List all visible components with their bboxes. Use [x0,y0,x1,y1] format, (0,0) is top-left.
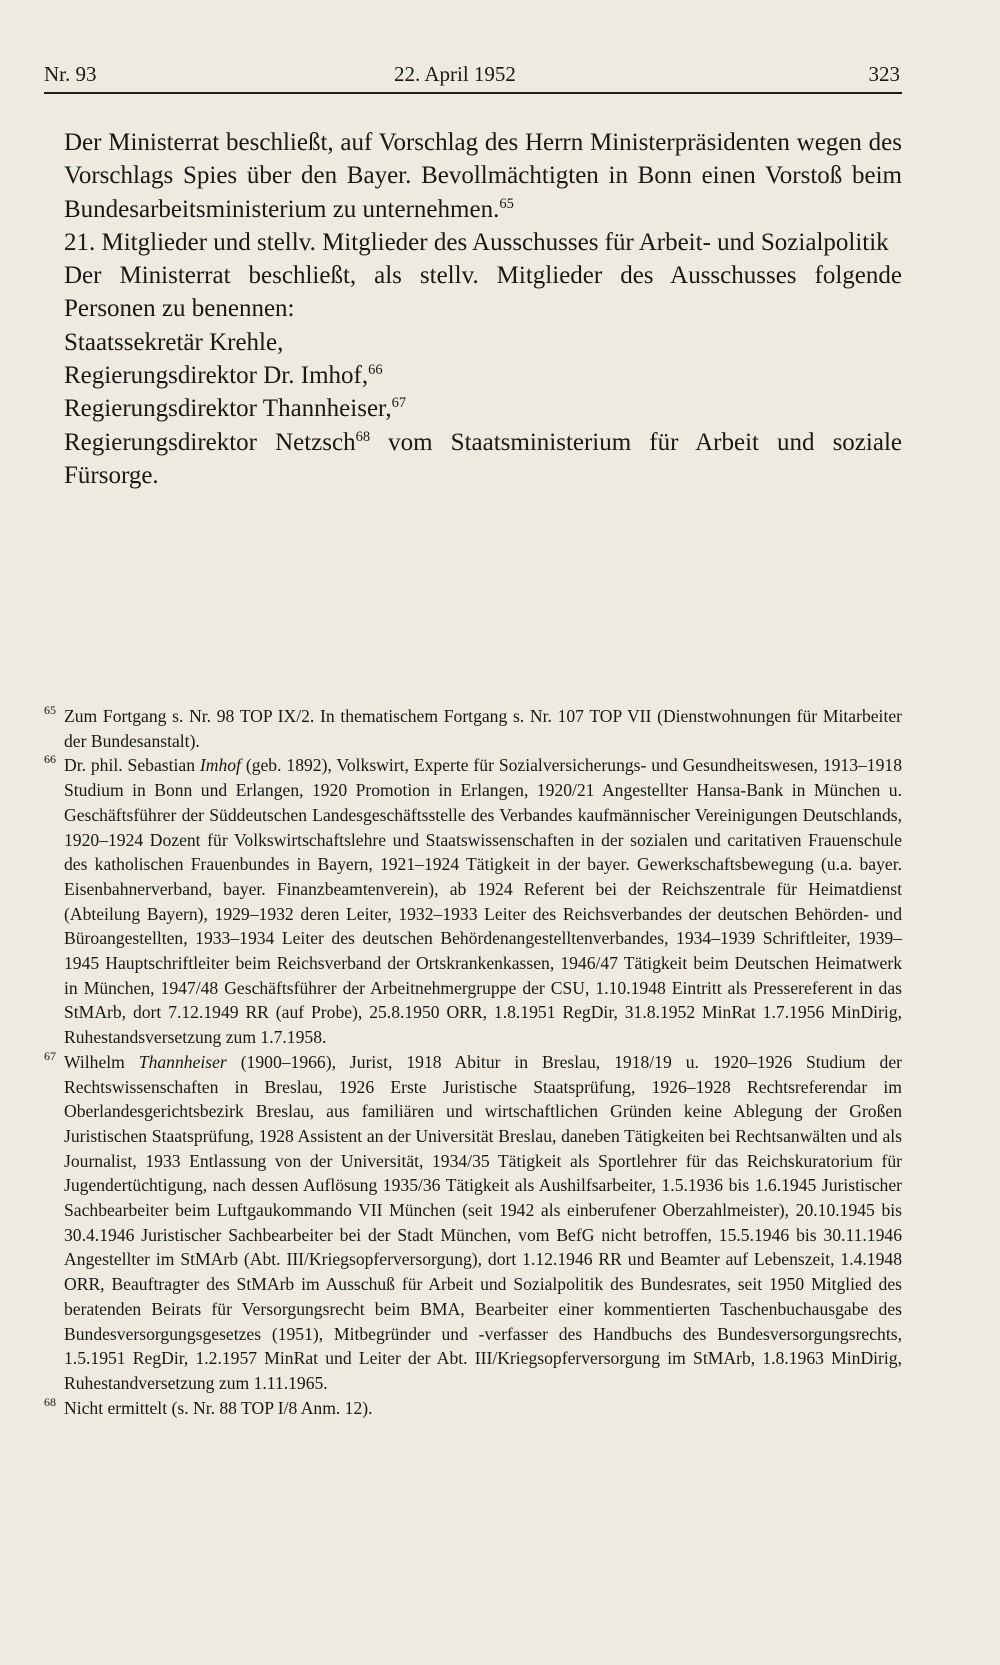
footnote-68 [44,1396,902,1421]
footnote-65 [44,704,902,753]
footnote-ref-66[interactable]: 66 [368,362,383,379]
footnote-number: 65 [44,703,56,717]
footnote-number: 68 [44,1394,56,1409]
footnote-text: Wilhelm Thannheiser (1900–1966), Jurist, 1918 Abitur in Breslau, 1918/19 u. 1920–1926 Studium der Rechtswissenschaften in Breslau, 1926 Erste Juristische Staatsprüfung, 1926–1928 Rechtsreferendar im Oberlandesgerichtsbezirk Breslau, aus familiären und wirtschaftlichen Gründen keine Ablegung der Großen Juristischen Staatsprüfung, 1928 Assistent an der Universität Breslau, daneben Tätigkeiten bei Rechtsanwälten und als Journalist, 1933 Entlassung von der Universität, 1934/35 Tätigkeit als Sportlehrer für das Reichskuratorium für Jugendertüchtigung, nach dessen Auflösung 1935/36 Tätigkeit als Aushilfsarbeiter, 1.5.1936 bis 1.6.1945 Juristischer Sachbearbeiter beim Luftgaukommando VII München (seit 1942 als einberufener Oberzahlmeister), 20.10.1945 bis 30.4.1946 Juristischer Sachbearbeiter bei der Stadt München, vom BefG nicht betroffen, 15.5.1946 bis 30.11.1946 Angestellter im StMArb (Abt. III/Kriegsopferversorgung), dort 1.12.1946 RR und Beamter auf Lebenszeit, 1.4.1948 ORR, Beauftragter des StMArb im Ausschuß für Arbeit und Sozialpolitik des Bundesrates, seit 1950 Mitglied des beratenden Beirats für Versorgungsrecht beim BMA, Bearbeiter einer kommentierten Taschenbuchausgabe des Bundesversorgungsgesetzes (1951), Mitbegründer und -verfasser des Handbuchs des Bundesversorgungsrechts, 1.5.1951 RegDir, 1.2.1957 MinRat und Leiter der Abt. III/Kriegsopferversorgung im StMArb, 1.8.1963 MinDirig, Ruhestandversetzung zum 1.11.1965. [64,1051,902,1393]
footnote-number: 66 [44,752,56,767]
footnote-number: 67 [44,1048,56,1063]
footnote-text: Dr. phil. Sebastian Imhof (geb. 1892), Volkswirt, Experte für Sozialversicherungs- und Gesundheitswesen, 1913–1918 Studium in Bonn und Erlangen, 1920 Promotion in Erlangen, 1920/21 Angestellter Hansa-Bank in München u. Geschäftsführer der Süddeutschen Landesgeschäftsstelle des Verbandes kaufmännischer Vereinigungen Deutschlands, 1920–1924 Dozent für Volkswirtschaftslehre und Staatswissenschaften in der sozialen und caritativen Frauenschule des katholischen Frauenbundes in Bayern, 1921–1924 Tätigkeit in der bayer. Gewerkschaftsbewegung (u.a. bayer. Eisenbahnerverband, bayer. Finanzbeamtenverein), ab 1924 Referent bei der Reichszentrale für Heimatdienst (Abteilung Bayern), 1929–1932 deren Leiter, 1932–1933 Leiter des Reichsverbandes der deutschen Behörden- und Büroangestellten, 1933–1934 Leiter des deutschen Behördenangestelltenverbandes, 1934–1939 Schriftleiter, 1939–1945 Hauptschriftleiter beim Reichsverband der Ortskrankenkassen, 1946/47 Tätigkeit beim Deutschen Heimatwerk in München, 1947/48 Geschäftsführer der Arbeitnehmergruppe der CSU, 1.10.1948 Eintritt als Pressereferent in das StMArb, dort 7.12.1949 RR (auf Probe), 25.8.1950 ORR, 1.8.1951 RegDir, 31.8.1952 MinRat 1.7.1956 MinDirig, Ruhestandsversetzung zum 1.7.1958. [64,755,902,1048]
footnote-ref-67[interactable]: 67 [391,395,407,412]
footnote-67 [44,1050,902,1396]
name-line-krehle: Staatssekretär Krehle, [64,328,284,356]
paragraph-resolution-2: Der Ministerrat beschließt, als stellv. Mitglieder des Ausschusses folgende Personen zu benennen: [64,262,902,323]
name-line-thannheiser: Regierungsdirektor Thannheiser,$^{67}$ [64,395,407,423]
name-line-imhof: Regierungsdirektor Dr. Imhof,$^{66}$ [64,362,383,390]
agenda-item-21: 21. Mitglieder und stellv. Mitglieder des Ausschusses für Arbeit- und Sozialpolitik [64,228,889,256]
person-name: Imhof [199,755,241,776]
header-date: 22. April 1952 [394,62,516,86]
footnotes [44,704,902,1420]
name-line-netzsch: Regierungsdirektor Netzsch$^{68}$ vom Staatsministerium für Arbeit und soziale Fürsorge. [64,428,902,489]
footnote-text: Nicht ermittelt (s. Nr. 88 TOP I/8 Anm. 12). [64,1397,373,1418]
page-number: 323 [868,62,900,86]
footnote-ref-65[interactable]: 65 [499,195,514,212]
person-name: Thannheiser [138,1051,227,1072]
paragraph-resolution-1: Der Ministerrat beschließt, auf Vorschlag des Herrn Ministerpräsidenten wegen des Vorschlags Spies über den Bayer. Bevollmächtigten in Bonn einen Vorstoß beim Bundesarbeitsministerium zu unternehmen.$^{65}$ [64,129,902,223]
footnote-text: Zum Fortgang s. Nr. 98 TOP IX/2. In thematischem Fortgang s. Nr. 107 TOP VII (Dienstwohnungen für Mitarbeiter der Bundesanstalt). [64,706,902,751]
footnote-ref-68[interactable]: 68 [355,428,371,445]
main-text [44,126,902,492]
document-number: Nr. 93 [44,62,97,86]
footnote-66 [44,753,902,1049]
running-header [44,58,902,94]
